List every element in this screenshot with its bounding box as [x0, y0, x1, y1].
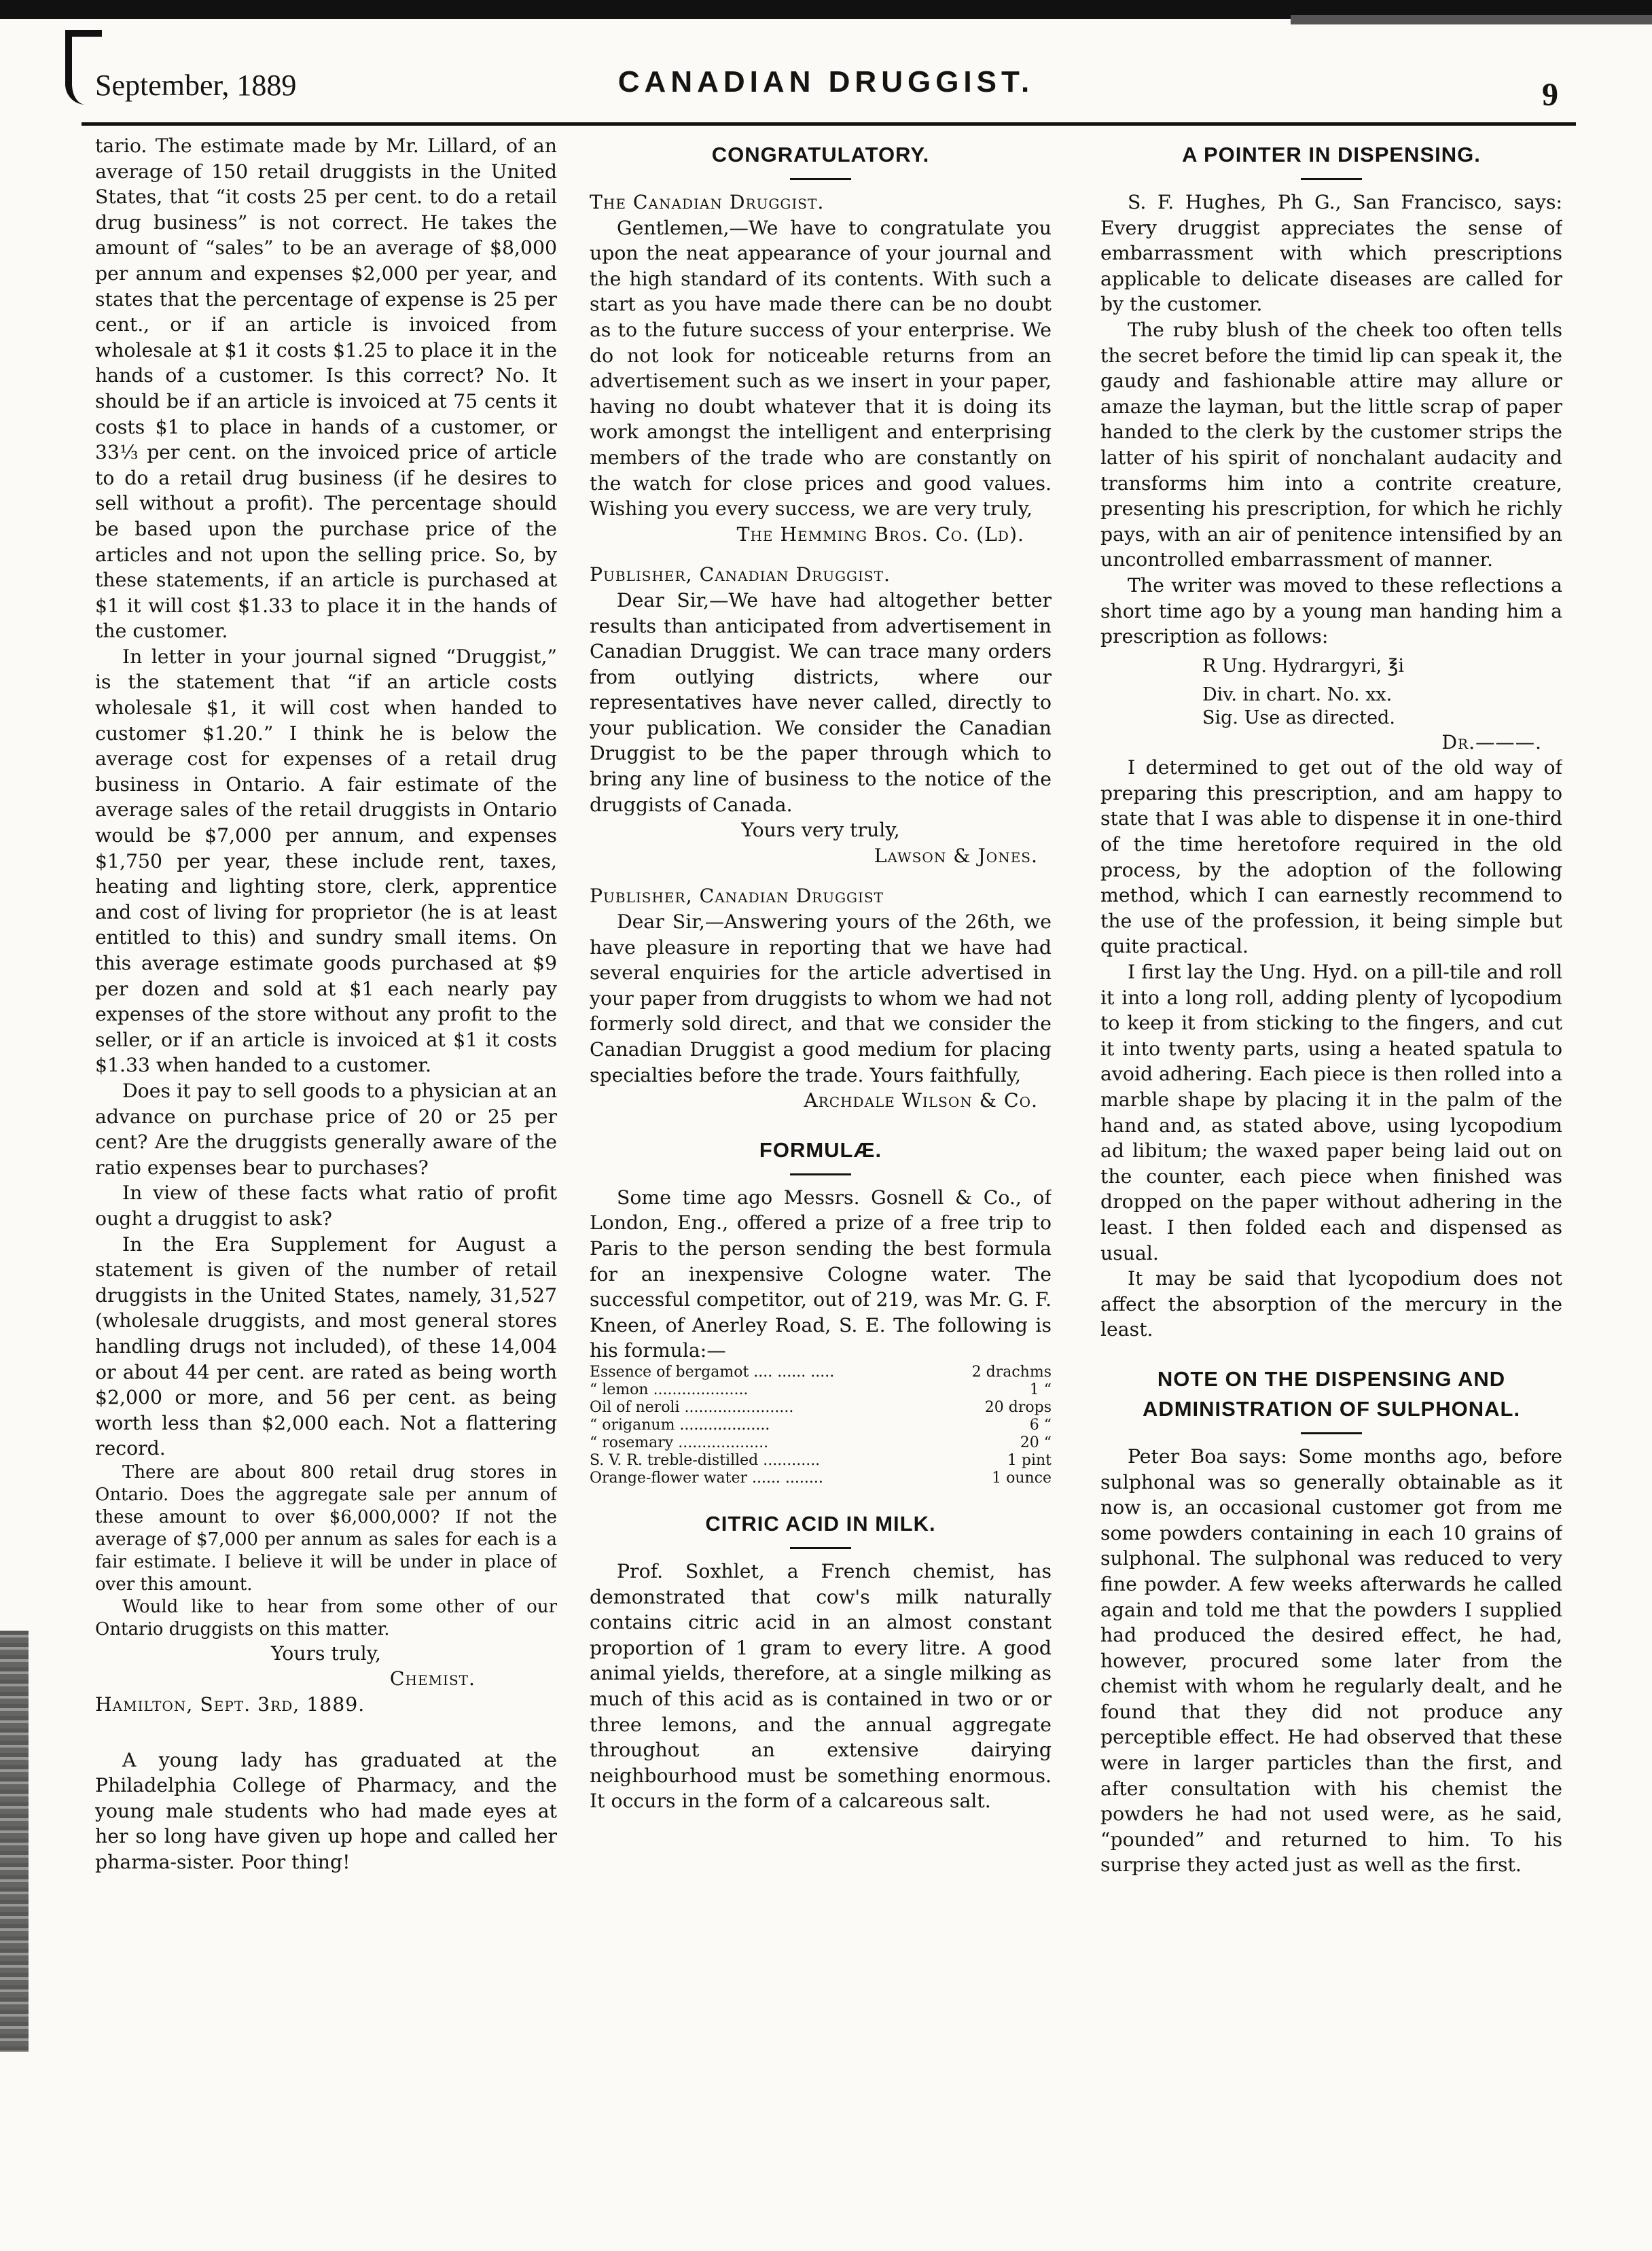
article-paragraph: There are about 800 retail drug stores in Ontario. Does the aggregate sale per annum of these amount to over $6,000,000? If not the average of $7,000 per annum as sales for each is a fair estimate. I believe it will be under in place of over this amount. — [95, 1461, 557, 1595]
formula-row — [590, 1470, 1052, 1487]
formula-row — [590, 1364, 1052, 1381]
letter-body: Dear Sir,—Answering yours of the 26th, we have pleasure in reporting that we have had several enquiries for the article advertised in your paper from druggists to whom we had not formerly sold direct, and that we consider the Canadian Druggist a good medium for placing specialties before the trade. Yours faithfully, — [590, 910, 1052, 1086]
letter-address: Publisher, Canadian Druggist — [590, 885, 884, 908]
top-border-fade — [1291, 15, 1652, 24]
letter-closing: Yours truly, — [271, 1642, 381, 1665]
letter-closing: Yours very truly, — [741, 819, 900, 842]
article-paragraph: tario. The estimate made by Mr. Lillard, of an average of 150 retail druggists in the United States, that “it costs 25 per cent. to do a retail drug business” is not correct. He takes the amount of “sales” to be an average of $8,000 per annum and expenses $2,000 per year, and states that the percentage of expense is 25 per cent., or if an article is invoiced from wholesale at $1 it costs $1.25 to place it in the hands of a customer. Is this correct? No. It should be if an article is invoiced at 75 cents it costs $1 to place in hands of a customer, or 33⅓ per cent. on the invoiced price of article to do a retail drug business (if he desires to sell without a profit). The percentage should be based upon the purchase price of the articles and not upon the selling price. So, by these statements, if an article is purchased at $1 it will cost $1.33 to place it in the hands of the customer. — [95, 135, 557, 643]
page-number: 9 — [1542, 77, 1558, 113]
section-heading: FORMULÆ. — [759, 1137, 882, 1162]
formula-quantity: 1 ounce — [992, 1469, 1052, 1487]
formula-ingredient: “ rosemary ................... — [590, 1434, 769, 1451]
letter-dateline: Hamilton, Sept. 3rd, 1889. — [95, 1693, 365, 1716]
article-paragraph: Peter Boa says: Some months ago, before sulphonal was so generally obtainable as it now is, an occasional customer got from me some powders containing in each 10 grains of sulphonal. The sulphonal was reduced to very fine powder. A few weeks afterwards he called again and told me that the powders I supplied had produced the desired effect, he had, however, procured some later from the chemist with whom he regularly dealt, and he found that they did not produce any perceptible effect. He had observed that these were in larger particles than the first, and after consultation with his chemist the powders he had not used were, as he said, “pounded” and returned to him. To his surprise they acted just as well as the first. — [1100, 1444, 1562, 1877]
heading-rule — [790, 178, 851, 180]
letter-address: The Canadian Druggist. — [590, 191, 825, 213]
formula-quantity: 20 “ — [1020, 1434, 1052, 1451]
heading-rule — [790, 1547, 851, 1549]
formula-row — [590, 1452, 1052, 1470]
binding-edge — [0, 1631, 29, 2052]
prescription-signature: Dr.———. — [1441, 730, 1542, 754]
article-paragraph: I first lay the Ung. Hyd. on a pill-tile and roll it into a long roll, adding plenty of lycopodium to keep it from sticking to the fingers, and cut it into twenty parts, using a heated spatula to avoid adhering. Each piece is then rolled into a marble shape by placing it in the palm of the hand and, as stated above, using lycopodium ad libitum; the waxed paper being laid out on the counter, each piece when finished was dropped on the paper without adhering in the least. I then folded each and dispensed as usual. — [1100, 961, 1562, 1264]
article-paragraph: It may be said that lycopodium does not affect the absorption of the mercury in the least. — [1100, 1267, 1562, 1341]
section-heading: CONGRATULATORY. — [711, 143, 930, 166]
letter-signature: Archdale Wilson & Co. — [804, 1089, 1038, 1112]
formula-quantity: 6 “ — [1029, 1416, 1052, 1434]
article-paragraph: The ruby blush of the cheek too often tells the secret before the timid lip can speak it, the gaudy and fashionable attire may allure or amaze the layman, but the little scrap of paper handed to the clerk by the customer strips the latter of his spirit of nonchalant audacity and transforms him into a contrite creature, presenting his prescription, for which he richly pays, with an air of penitence intensified by an uncontrolled embarrassment of manner. — [1100, 318, 1562, 571]
prescription-line: Div. in chart. No. xx. — [1202, 684, 1393, 705]
column-middle — [590, 133, 1052, 2226]
letter-signature: Lawson & Jones. — [874, 844, 1038, 867]
letter-body: Gentlemen,—We have to congratulate you upon the neat appearance of your journal and the high standard of its contents. With such a start as you have made there can be no doubt as to the future success of your enterprise. We do not look for noticeable returns from an advertisement such as we insert in your paper, having no doubt whatever that it is doing its work amongst the intelligent and enterprising members of the trade who are constantly on the watch for close prices and good values. Wishing you every success, we are very truly, — [590, 216, 1052, 520]
formula-ingredient: Oil of neroli ....................... — [590, 1398, 794, 1416]
article-paragraph: S. F. Hughes, Ph G., San Francisco, says: Every druggist appreciates the sense of embarrassment with which prescriptions applicable to delicate diseases are called for by the customer. — [1100, 191, 1562, 316]
article-paragraph: A young lady has graduated at the Philadelphia College of Pharmacy, and the young male students who had made eyes at her so long have given up hope and called her pharma-sister. Poor thing! — [95, 1748, 557, 1874]
article-paragraph: The writer was moved to these reflections a short time ago by a young man handing him a prescription as follows: — [1100, 573, 1562, 648]
letter-signature: Chemist. — [389, 1667, 475, 1690]
heading-rule — [1301, 178, 1362, 180]
formula-ingredient: “ lemon .................... — [590, 1381, 749, 1398]
section-heading: NOTE ON THE DISPENSING AND ADMINISTRATION OF SULPHONAL. — [1142, 1366, 1521, 1421]
formula-list — [590, 1364, 1052, 1487]
article-paragraph: Would like to hear from some other of our Ontario druggists on this matter. — [95, 1596, 557, 1639]
formula-row — [590, 1417, 1052, 1434]
article-paragraph: Some time ago Messrs. Gosnell & Co., of London, Eng., offered a prize of a free trip to Paris to the person sending the best formula for an inexpensive Cologne water. The successful competitor, out of 219, was Mr. G. F. Kneen, of Anerley Road, S. E. The following is his formula:— — [590, 1186, 1052, 1362]
heading-rule — [1301, 1432, 1362, 1434]
article-paragraph: I determined to get out of the old way of preparing this prescription, and am happy to state that I was able to dispense it in one-third of the time heretofore required in the old process, by the adoption of the following method, which I can earnestly recommend to the use of the profession, it being simple but quite practical. — [1100, 756, 1562, 958]
letter-address: Publisher, Canadian Druggist. — [590, 563, 891, 586]
prescription-line: R Ung. Hydrargyri, ℥i — [1202, 655, 1404, 677]
formula-row — [590, 1399, 1052, 1417]
article-paragraph: Does it pay to sell goods to a physician at an advance on purchase price of 20 or 25 per cent? Are the druggists generally aware of the ratio expenses bear to purchases? — [95, 1079, 557, 1179]
formula-quantity: 20 drops — [984, 1398, 1052, 1416]
formula-ingredient: Essence of bergamot .... ...... ..... — [590, 1363, 835, 1381]
formula-row — [590, 1381, 1052, 1399]
header-date: September, 1889 — [95, 69, 297, 102]
formula-ingredient: S. V. R. treble-distilled ............ — [590, 1451, 821, 1469]
article-paragraph: Prof. Soxhlet, a French chemist, has demonstrated that cow's milk naturally contains citric acid in an almost constant proportion of 1 gram to every litre. A good animal yields, therefore, at a single milking as much of this acid as is contained in two or or three lemons, and the annual aggregate throughout an extensive dairying neighbourhood must be something enormous. It occurs in the form of a calcareous salt. — [590, 1559, 1052, 1813]
column-right — [1100, 133, 1562, 2226]
formula-ingredient: Orange-flower water ...... ........ — [590, 1469, 823, 1487]
column-left — [95, 133, 557, 2226]
article-paragraph: In letter in your journal signed “Druggist,” is the statement that “if an article costs wholesale $1, it will cost when handed to customer $1.20.” I think he is below the average cost for expenses of a retail drug business in Ontario. A fair estimate of the average sales of the retail druggists in Ontario would be $7,000 per annum, and expenses $1,750 per year, these include rent, taxes, heating and lighting store, clerk, apprentice and cost of living for proprietor (he is at least entitled to this) and sundry small items. On this average estimate goods purchased at $9 per dozen and sold at $1 each nearly pay expenses of the store without any profit to the seller, or if an article is invoiced at $1 it costs $1.33 when handed to a customer. — [95, 645, 557, 1077]
heading-rule — [790, 1173, 851, 1175]
formula-row — [590, 1434, 1052, 1452]
formula-ingredient: “ origanum ................... — [590, 1416, 770, 1434]
article-paragraph: In view of these facts what ratio of profit ought a druggist to ask? — [95, 1182, 557, 1230]
formula-quantity: 1 pint — [1007, 1451, 1052, 1469]
formula-quantity: 1 “ — [1029, 1381, 1052, 1398]
header-rule — [82, 122, 1576, 126]
journal-title: CANADIAN DRUGGIST. — [617, 65, 1035, 99]
article-paragraph: In the Era Supplement for August a statement is given of the number of retail druggists in the United States, namely, 31,527 (wholesale druggists, and most general stores handling drugs not included), of these 14,004 or about 44 per cent. are rated as being worth $2,000 or more, and 56 per cent. as being worth less than $2,000 each. Not a flattering record. — [95, 1233, 557, 1460]
section-heading: CITRIC ACID IN MILK. — [705, 1511, 936, 1536]
letter-body: Dear Sir,—We have had altogether better results than anticipated from advertisement in Canadian Druggist. We can trace many orders from outlying districts, where our representatives have never called, directly to your publication. We consider the Canadian Druggist to be the paper through which to bring any line of business to the notice of the druggists of Canada. — [590, 588, 1052, 816]
prescription-line: Sig. Use as directed. — [1202, 707, 1395, 728]
formula-quantity: 2 drachms — [971, 1363, 1052, 1381]
letter-signature: The Hemming Bros. Co. (Ld). — [736, 522, 1024, 546]
section-heading: A POINTER IN DISPENSING. — [1182, 143, 1481, 166]
